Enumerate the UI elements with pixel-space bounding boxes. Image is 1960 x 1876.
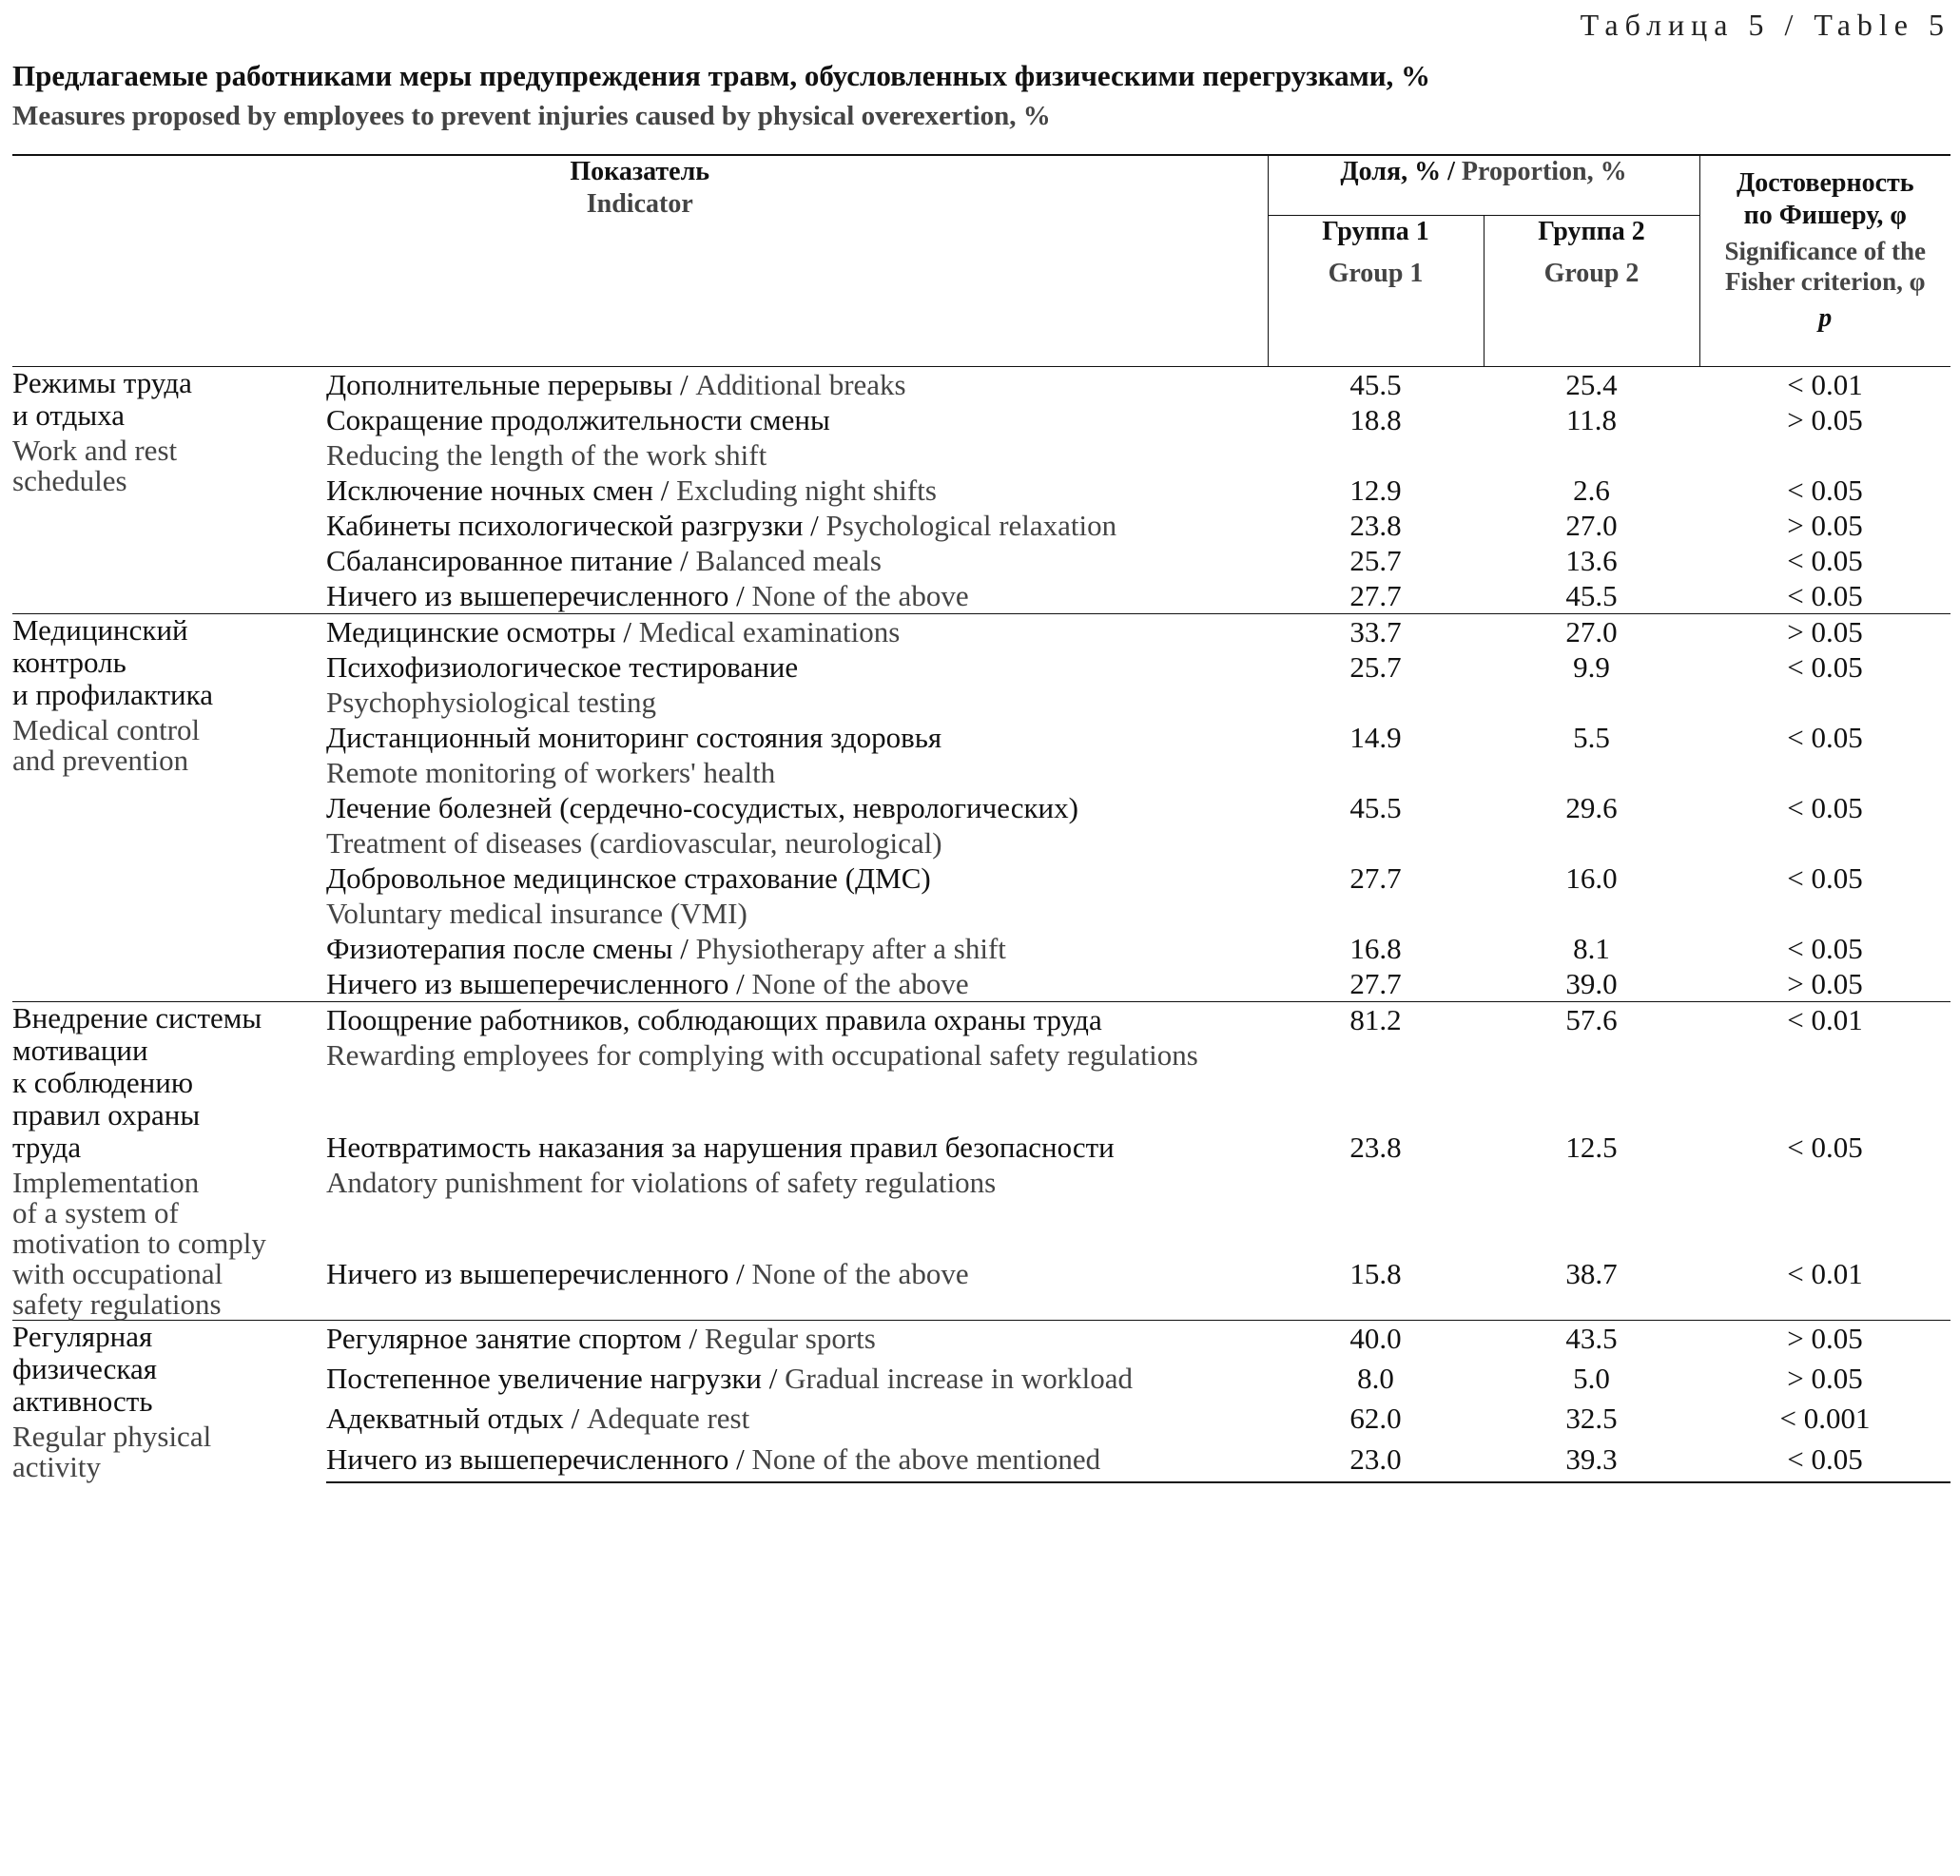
group-label-en-line: activity	[12, 1450, 101, 1483]
indicator-cell	[326, 1441, 1268, 1482]
indicator-ru: Ничего из вышеперечисленного	[326, 1441, 729, 1476]
header-share-en: Proportion, %	[1461, 157, 1627, 186]
indicator-en: None of the above mentioned	[751, 1441, 1101, 1476]
indicator-en: Regular sports	[704, 1322, 876, 1355]
indicator-ru: Кабинеты психологической разгрузки	[326, 509, 804, 542]
value-group-1: 25.7	[1349, 544, 1402, 577]
table-row	[12, 1321, 1950, 1362]
group-label-ru-line: контроль	[12, 646, 126, 679]
group-label	[12, 367, 326, 614]
group-label	[12, 614, 326, 1002]
value-group-1: 15.8	[1349, 1256, 1402, 1290]
group-label-ru-line: к соблюдению	[12, 1066, 193, 1099]
p-value: > 0.05	[1787, 1362, 1863, 1396]
group-label-en-line: and prevention	[12, 744, 189, 777]
indicator-ru: Физиотерапия после смены	[326, 932, 673, 965]
p-value: < 0.05	[1787, 1130, 1863, 1164]
group-label-ru-line: и отдыха	[12, 398, 126, 432]
indicator-cell	[326, 720, 1268, 790]
group-label-ru-line: труда	[12, 1131, 82, 1164]
indicator-cell	[326, 1361, 1268, 1401]
group-label-en-line: motivation to comply	[12, 1227, 266, 1260]
group-label-ru-line: активность	[12, 1384, 153, 1418]
indicator-ru: Адекватный отдых	[326, 1402, 564, 1436]
value-group-2: 39.0	[1565, 967, 1618, 1000]
p-value: < 0.01	[1699, 367, 1950, 403]
indicator-cell	[326, 402, 1268, 473]
indicator-cell	[326, 1256, 1268, 1321]
indicator-separator: /	[672, 368, 696, 401]
indicator-ru: Ничего из вышеперечисленного	[326, 579, 729, 612]
group-label-ru-line: и профилактика	[12, 678, 213, 711]
indicator-en: Treatment of diseases (cardiovascular, neurological)	[326, 826, 942, 860]
indicator-ru: Неотвратимость наказания за нарушения правил безопасности	[326, 1130, 1115, 1164]
value-group-2: 9.9	[1573, 650, 1610, 684]
p-value: < 0.05	[1787, 861, 1863, 895]
indicator-separator: /	[652, 474, 677, 507]
group-label-ru-line: мотивации	[12, 1034, 148, 1067]
indicator-ru: Медицинские осмотры	[326, 615, 616, 648]
value-group-2: 39.3	[1484, 1441, 1699, 1482]
value-group-2: 8.1	[1573, 932, 1610, 965]
header-share-sep: /	[1441, 157, 1462, 186]
value-group-1: 81.2	[1268, 1002, 1484, 1130]
value-group-1: 45.5	[1268, 367, 1484, 403]
indicator-ru: Постепенное увеличение нагрузки	[326, 1362, 763, 1396]
table-title-en: Measures proposed by employees to prevent injuries caused by physical overexertion, %	[12, 101, 1051, 131]
indicator-cell	[326, 861, 1268, 931]
group-label-en-line: Regular physical	[12, 1420, 212, 1453]
group-label-en-line: schedules	[12, 464, 127, 497]
indicator-separator: /	[563, 1402, 587, 1436]
indicator-separator: /	[803, 509, 826, 542]
p-value: > 0.05	[1699, 1321, 1950, 1362]
indicator-ru: Добровольное медицинское страхование (ДМС)	[326, 861, 931, 895]
value-group-1: 23.8	[1349, 1130, 1402, 1164]
indicator-en: Additional breaks	[695, 368, 906, 401]
value-group-2: 11.8	[1565, 403, 1618, 436]
indicator-ru: Исключение ночных смен	[326, 474, 653, 507]
value-group-1: 40.0	[1268, 1321, 1484, 1362]
indicator-separator: /	[728, 1441, 752, 1476]
indicator-separator: /	[728, 1256, 752, 1290]
group-label-en-line: Implementation	[12, 1166, 200, 1199]
indicator-cell	[326, 508, 1268, 543]
value-group-1: 27.7	[1349, 861, 1402, 895]
value-group-2: 29.6	[1565, 791, 1618, 824]
header-sig-ru-2: по Фишеру, φ	[1743, 201, 1907, 230]
header-indicator	[12, 155, 1268, 367]
table-title-ru: Предлагаемые работниками меры предупреждения травм, обусловленных физическими перегрузками, %	[12, 59, 1431, 92]
indicator-cell	[326, 790, 1268, 861]
value-group-2: 45.5	[1565, 579, 1618, 612]
header-sig-en-2: Fisher criterion, φ	[1724, 267, 1926, 296]
indicator-separator: /	[728, 967, 752, 1000]
p-value: < 0.001	[1779, 1402, 1871, 1436]
p-value: > 0.05	[1699, 614, 1950, 650]
header-indicator-ru: Показатель	[570, 157, 710, 186]
page	[12, 0, 1950, 1483]
indicator-en: Excluding night shifts	[676, 474, 937, 507]
indicator-en: None of the above	[751, 967, 969, 1000]
indicator-en: Gradual increase in workload	[785, 1362, 1133, 1396]
header-group-2	[1484, 216, 1699, 367]
group-label-en-line: of a system of	[12, 1196, 179, 1229]
p-value: < 0.05	[1699, 1441, 1950, 1482]
header-g2-ru: Группа 2	[1538, 217, 1645, 246]
indicator-en: Andatory punishment for violations of safety regulations	[326, 1165, 997, 1199]
indicator-en: Rewarding employees for complying with occupational safety regulations	[326, 1038, 1198, 1072]
value-group-1: 16.8	[1349, 932, 1402, 965]
indicator-en: Physiotherapy after a shift	[695, 932, 1006, 965]
indicator-separator: /	[672, 932, 696, 965]
value-group-1: 8.0	[1357, 1362, 1394, 1396]
header-share-ru: Доля, %	[1340, 157, 1442, 186]
group-label-en-line: Work and rest	[12, 434, 178, 467]
value-group-2: 16.0	[1565, 861, 1618, 895]
table-row	[12, 614, 1950, 650]
value-group-1: 25.7	[1349, 650, 1402, 684]
p-value: < 0.01	[1787, 1256, 1863, 1290]
indicator-separator: /	[681, 1322, 705, 1355]
indicator-en: Psychological relaxation	[825, 509, 1117, 542]
indicator-ru: Дополнительные перерывы	[326, 368, 673, 401]
group-label	[12, 1002, 326, 1321]
indicator-cell	[326, 1130, 1268, 1256]
p-value: < 0.05	[1787, 474, 1863, 507]
value-group-1: 45.5	[1349, 791, 1402, 824]
p-value: < 0.05	[1787, 791, 1863, 824]
indicator-en: Balanced meals	[695, 544, 882, 577]
value-group-1: 62.0	[1349, 1402, 1402, 1436]
indicator-en: Voluntary medical insurance (VMI)	[326, 897, 747, 930]
value-group-2: 27.0	[1484, 614, 1699, 650]
p-value: < 0.05	[1787, 579, 1863, 612]
value-group-1: 12.9	[1349, 474, 1402, 507]
p-value: < 0.01	[1699, 1002, 1950, 1130]
indicator-cell	[326, 931, 1268, 966]
indicator-cell	[326, 543, 1268, 578]
indicator-cell	[326, 578, 1268, 614]
value-group-2: 5.0	[1573, 1362, 1610, 1396]
value-group-1: 27.7	[1349, 967, 1402, 1000]
group-label-en-line: with occupational	[12, 1257, 223, 1290]
group-label-ru-line: Режимы труда	[12, 366, 192, 399]
value-group-2: 13.6	[1565, 544, 1618, 577]
indicator-ru: Сбалансированное питание	[326, 544, 673, 577]
table-number: Таблица 5 / Table 5	[1580, 8, 1950, 42]
indicator-en: Medical examinations	[638, 615, 901, 648]
p-value: < 0.05	[1787, 932, 1863, 965]
indicator-ru: Поощрение работников, соблюдающих правила охраны труда	[326, 1003, 1102, 1036]
value-group-2: 12.5	[1565, 1130, 1618, 1164]
value-group-1: 27.7	[1349, 579, 1402, 612]
indicator-ru: Ничего из вышеперечисленного	[326, 967, 729, 1000]
indicator-cell	[326, 367, 1268, 403]
value-group-2: 38.7	[1565, 1256, 1618, 1290]
value-group-1: 14.9	[1349, 721, 1402, 754]
group-label-en-line: safety regulations	[12, 1287, 222, 1321]
indicator-separator: /	[728, 579, 752, 612]
header-g1-ru: Группа 1	[1322, 217, 1429, 246]
p-value: > 0.05	[1787, 967, 1863, 1000]
indicator-ru: Регулярное занятие спортом	[326, 1322, 682, 1355]
indicator-cell	[326, 1321, 1268, 1362]
header-group-1	[1268, 216, 1484, 367]
table-body	[12, 367, 1950, 1483]
header-sig-en-1: Significance of the	[1724, 237, 1926, 265]
indicator-ru: Ничего из вышеперечисленного	[326, 1256, 729, 1290]
header-g1-en: Group 1	[1328, 259, 1424, 288]
indicator-separator: /	[762, 1362, 786, 1396]
header-indicator-en: Indicator	[586, 189, 693, 219]
value-group-2: 25.4	[1484, 367, 1699, 403]
group-label-ru-line: Регулярная	[12, 1320, 153, 1353]
group-label-ru-line: правил охраны	[12, 1098, 201, 1131]
value-group-2: 5.5	[1573, 721, 1610, 754]
indicator-en: Adequate rest	[586, 1402, 750, 1436]
indicator-cell	[326, 966, 1268, 1002]
value-group-1: 18.8	[1349, 403, 1402, 436]
value-group-2: 43.5	[1484, 1321, 1699, 1362]
indicator-en: None of the above	[751, 1256, 969, 1290]
header-g2-en: Group 2	[1543, 259, 1640, 288]
indicator-separator: /	[672, 544, 696, 577]
value-group-2: 27.0	[1565, 509, 1618, 542]
header-sig-ru-1: Достоверность	[1736, 168, 1914, 198]
indicator-en: None of the above	[751, 579, 969, 612]
table-row	[12, 367, 1950, 403]
group-label-ru-line: Медицинский	[12, 613, 188, 647]
indicator-cell	[326, 649, 1268, 720]
indicator-en: Psychophysiological testing	[326, 686, 657, 719]
indicator-en: Remote monitoring of workers' health	[326, 756, 776, 789]
p-value: < 0.05	[1787, 650, 1863, 684]
p-value: > 0.05	[1787, 509, 1863, 542]
p-value: > 0.05	[1787, 403, 1863, 436]
p-value: < 0.05	[1787, 721, 1863, 754]
indicator-cell	[326, 614, 1268, 650]
p-value: < 0.05	[1787, 544, 1863, 577]
value-group-1: 33.7	[1268, 614, 1484, 650]
value-group-1: 23.0	[1268, 1441, 1484, 1482]
value-group-2: 57.6	[1484, 1002, 1699, 1130]
value-group-1: 23.8	[1349, 509, 1402, 542]
header-share	[1268, 155, 1699, 216]
indicator-ru: Дистанционный мониторинг состояния здоровья	[326, 721, 942, 754]
group-label-ru-line: Внедрение системы	[12, 1001, 262, 1035]
indicator-cell	[326, 1401, 1268, 1441]
indicator-separator: /	[615, 615, 639, 648]
indicator-en: Reducing the length of the work shift	[326, 438, 767, 472]
table-row	[12, 1002, 1950, 1130]
group-label-ru-line: физическая	[12, 1352, 158, 1385]
group-label	[12, 1321, 326, 1483]
measures-table	[12, 154, 1950, 1483]
header-p: p	[1818, 303, 1833, 333]
group-label-en-line: Medical control	[12, 713, 201, 746]
value-group-2: 32.5	[1565, 1402, 1618, 1436]
value-group-2: 2.6	[1573, 474, 1610, 507]
indicator-ru: Психофизиологическое тестирование	[326, 650, 799, 684]
header-significance	[1699, 155, 1950, 367]
indicator-cell	[326, 473, 1268, 508]
indicator-ru: Лечение болезней (сердечно-сосудистых, неврологических)	[326, 791, 1078, 824]
indicator-ru: Сокращение продолжительности смены	[326, 403, 830, 436]
indicator-cell	[326, 1002, 1268, 1130]
